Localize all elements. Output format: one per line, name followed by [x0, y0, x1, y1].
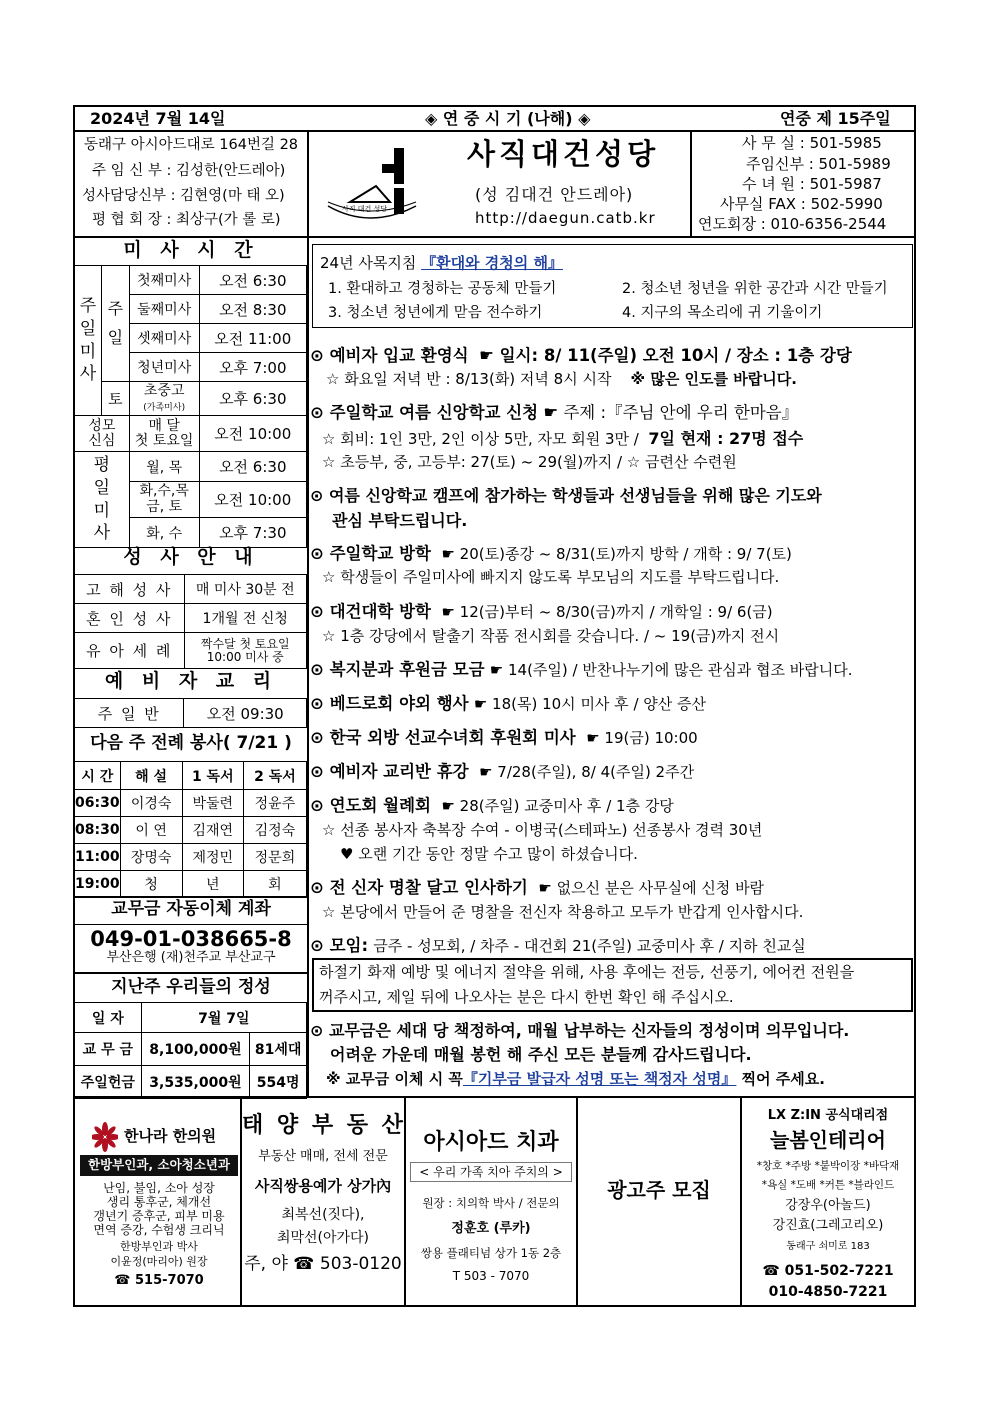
clinic-departments: 한방부인과, 소아청소년과: [88, 1157, 230, 1172]
class-time: 오전 09:30: [184, 699, 307, 728]
interior-name: 늘봄인테리어: [770, 1128, 886, 1152]
interior-address: 동래구 쇠미로 183: [786, 1241, 870, 1252]
divider: [73, 972, 308, 974]
sunday-mass-label: 주일미사: [75, 266, 102, 416]
interior-mobile: 010-4850-7221: [768, 1284, 888, 1300]
date-label: 일 자: [75, 1003, 142, 1033]
tithe-notice: ⊙ 교무금은 세대 당 책정하여, 매월 납부하는 신자들의 정성이며 의무입니다.: [310, 1021, 850, 1040]
mass-name: 월, 목: [129, 452, 199, 482]
realty-service: 부동산 매매, 전세 전문: [258, 1149, 388, 1164]
sacraments-table: [74, 574, 307, 669]
sacrament-info: 1개월 전 신청: [184, 604, 307, 633]
direction-item: 3. 청소년 청년에게 맏음 전수하기: [328, 305, 543, 321]
mass-times-title: 미 사 시 간: [123, 239, 259, 261]
table-row: 08:30 이 연 김재연 김정숙: [75, 817, 307, 844]
assistant-priest: 성사담당신부 : 김현영(마 태 오): [82, 188, 285, 204]
direction-item: 1. 환대하고 경청하는 공동체 만들기: [328, 281, 557, 297]
mass-time: 오전 11:00: [199, 324, 306, 353]
notice-name-tag: ⊙ 전 신자 명찰 달고 인사하기 ☛ 없으신 분은 사무실에 신청 바람: [310, 878, 765, 897]
notice-sub: ☆ 회비: 1인 3만, 2인 이상 5만, 자모 회원 3만 / 7일 현재 : 27명 접수: [322, 429, 804, 448]
pastoral-direction-title: 24년 사목지침 『환대와 경청의 해』: [320, 254, 563, 272]
notice-catechism-break: ⊙ 예비자 교리반 휴강 ☛ 7/28(주일), 8/ 4(주일) 2주간: [310, 762, 695, 781]
sunday-label: 주 일: [101, 266, 129, 382]
mass-time: 오전 6:30: [199, 266, 306, 295]
liturgical-season: ◈ 연 중 시 기 (나해) ◈: [425, 109, 591, 128]
catechumen-title: 예 비 자 교 리: [104, 670, 278, 692]
church-logo: [320, 142, 425, 227]
bulletin-date: 2024년 7월 14일: [90, 109, 226, 128]
mass-name: 초중고 (가족미사): [129, 382, 199, 416]
notice-daegun-college: ⊙ 대건대학 방학 ☛ 12(금)부터 ~ 8/30(금)까지 / 개학일 : 9/ 6(금): [310, 602, 773, 621]
divider: [73, 896, 308, 898]
mass-time: 오전 8:30: [199, 295, 306, 324]
clinic-doctor: 이윤정(마리아) 원장: [110, 1255, 208, 1268]
logo-text: 사직 대건 성당: [342, 205, 388, 213]
table-row: 11:00 장명숙 제정민 정문희: [75, 844, 307, 871]
account-bank: 부산은행 (재)천주교 부산교구: [106, 950, 276, 965]
phone-convent: 수 녀 원 : 501-5987: [742, 175, 882, 193]
column-divider: [307, 236, 309, 1096]
phone-fax: 사무실 FAX : 502-5990: [720, 195, 883, 213]
dental-slogan: < 우리 가족 치아 주치의 >: [419, 1165, 563, 1179]
interior-owner: 강진효(그레고리오): [772, 1218, 884, 1233]
mass-name: 셋째미사: [129, 324, 199, 353]
notice-mission-mass: ⊙ 한국 외방 선교수녀회 후원회 미사 ☛ 19(금) 10:00: [310, 728, 698, 747]
notice-sub: ♥ 오랜 기간 동안 정말 수고 많이 하셨습니다.: [340, 845, 638, 863]
notice-sub: ☆ 선종 봉사자 축복장 수여 - 이병국(스테파노) 선종봉사 경력 30년: [322, 821, 763, 839]
saturday-label: 토: [101, 382, 129, 416]
service-table: [74, 761, 307, 898]
direction-item: 2. 청소년 청년을 위한 공간과 시간 만들기: [622, 281, 888, 297]
notice-prayer-request-2: 관심 부탁드립니다.: [332, 511, 468, 530]
weekday-mass-label: 평일미사: [75, 452, 130, 548]
church-name: 사직대건성당: [467, 137, 660, 171]
clinic-phone: ☎ 515-7070: [114, 1273, 204, 1288]
notice-meetings: ⊙ 모임: 금주 - 성모회, / 차주 - 대건회 21(주일) 교중미사 후 / 지하 친교실: [310, 936, 806, 955]
church-website[interactable]: http://daegun.catb.kr: [475, 209, 656, 227]
account-number: 049-01-038665-8: [90, 927, 292, 951]
mass-name: 둘째미사: [129, 295, 199, 324]
interior-dealer: LX Z:IN 공식대리점: [767, 1108, 889, 1123]
phone-pastor: 주임신부 : 501-5989: [746, 155, 891, 173]
sacrament-info: 짝수달 첫 토요일 10:00 미사 중: [184, 633, 307, 669]
notice-sub: ☆ 학생들이 주일미사에 빠지지 않도록 부모님의 지도를 부탁드립니다.: [322, 568, 780, 586]
realty-phone: 주, 야 ☎ 503-0120: [244, 1254, 402, 1274]
mass-times-table: [74, 265, 307, 548]
tithe-thanks: 어려운 가운데 매월 봉헌 해 주신 모든 분들께 감사드립니다.: [330, 1045, 752, 1064]
phone-funeral: 연도회장 : 010-6356-2544: [698, 215, 887, 233]
marian-label: 성모 신심: [75, 416, 130, 452]
divider: [307, 130, 309, 236]
liturgical-week: 연중 제 15주일: [780, 109, 891, 128]
mass-name: 화, 수: [129, 518, 199, 548]
notice-sub: ☆ 1층 강당에서 탈출기 작품 전시회를 갖습니다. / ~ 19(금)까지 전시: [322, 627, 780, 645]
class-label: 주 일 반: [75, 699, 184, 728]
mass-time: 오후 6:30: [199, 382, 306, 416]
interior-services: *창호 *주방 *붙박이장 *바닥재: [756, 1160, 900, 1172]
divider: [73, 130, 916, 132]
dental-name: 아시아드 치과: [423, 1130, 559, 1155]
table-row: 06:30 이경숙 박둘련 정윤주: [75, 790, 307, 817]
notice-funeral-meeting: ⊙ 연도회 월례회 ☛ 28(주일) 교중미사 후 / 1층 강당: [310, 796, 674, 815]
tithe-transfer-note: ※ 교무금 이체 시 꼭『기부금 발급자 성명 또는 책정자 성명』 찍어 주세요.: [326, 1070, 825, 1088]
sacrament-info: 매 미사 30분 전: [184, 575, 307, 604]
table-row: 주일헌금 3,535,000원 554명: [75, 1066, 307, 1099]
interior-phone: ☎ 051-502-7221: [762, 1263, 894, 1279]
offering-date: 7월 7일: [141, 1003, 306, 1033]
dental-director-title: 원장 : 치의학 박사 / 전문의: [422, 1196, 560, 1210]
account-title: 교무금 자동이체 계좌: [111, 899, 271, 919]
notice-sunday-school-break: ⊙ 주일학교 방학 ☛ 20(토)종강 ~ 8/31(토)까지 방학 / 개학 : 9/ 7(토): [310, 544, 792, 563]
realty-agent: 최막선(아가다): [276, 1230, 370, 1246]
catechumen-table: [74, 698, 307, 728]
mass-time: 오후 7:00: [199, 353, 306, 382]
realty-location: 사직쌍용예가 상가內: [254, 1177, 392, 1195]
table-row: 19:00 청 년 회: [75, 871, 307, 898]
table-row: 교 무 금 8,100,000원 81세대: [75, 1033, 307, 1066]
divider: [576, 1096, 578, 1307]
col-header: 2 독서: [243, 762, 306, 790]
sacrament-name: 유 아 세 례: [75, 633, 185, 669]
interior-owner: 강장우(아놀드): [785, 1198, 871, 1213]
sacraments-title: 성 사 안 내: [123, 546, 259, 568]
dental-director: 정훈호 (루카): [451, 1221, 531, 1236]
offering-title: 지난주 우리들의 정성: [111, 977, 271, 997]
service-title: 다음 주 전례 봉사( 7/21 ): [90, 733, 292, 753]
flower-icon: [92, 1122, 118, 1152]
advertiser-recruit: 광고주 모집: [607, 1178, 711, 1202]
notice-catechumen-welcome: ⊙ 예비자 입교 환영식 ☛ 일시: 8/ 11(주일) 오전 10시 / 장소 : 1층 강당: [310, 346, 852, 365]
mass-name: 화,수,목 금, 토: [129, 482, 199, 518]
sacrament-name: 혼 인 성 사: [75, 604, 185, 633]
realty-name: 태 양 부 동 산: [242, 1113, 406, 1138]
clinic-service: 갱년기 증후군, 피부 미용: [93, 1209, 225, 1223]
col-header: 1 독서: [182, 762, 243, 790]
pastor-name: 주 임 신 부 : 김성한(안드레아): [92, 163, 286, 179]
notice-sub: ☆ 초등부, 중, 고등부: 27(토) ~ 29(월)까지 / ☆ 금련산 수련원: [322, 453, 737, 471]
sacrament-name: 고 해 성 사: [75, 575, 185, 604]
clinic-service: 생리 통후군, 체개선: [106, 1195, 212, 1209]
clinic-doctor-title: 한방부인과 박사: [120, 1240, 198, 1253]
notice-sub: ☆ 화요일 저녁 반 : 8/13(화) 저녁 8시 시작 ※ 많은 인도를 바랍니다.: [326, 370, 797, 388]
col-header: 해 설: [120, 762, 182, 790]
realty-agent: 최복선(짓다),: [281, 1207, 365, 1223]
mass-time: 오전 6:30: [199, 452, 306, 482]
phone-office: 사 무 실 : 501-5985: [742, 134, 882, 152]
notice-peter-society: ⊙ 베드로회 야외 행사 ☛ 18(목) 10시 미사 후 / 양산 증산: [310, 694, 706, 713]
patron-saint: (성 김대건 안드레아): [475, 185, 634, 204]
notice-welfare: ⊙ 복지분과 후원금 모금 ☛ 14(주일) / 반찬나누기에 많은 관심과 협조 바랍니다.: [310, 660, 853, 679]
energy-saving-line: 꺼주시고, 제일 뒤에 나오사는 분은 다시 한번 확인 해 주십시오.: [319, 988, 734, 1006]
interior-services: *욕실 *도배 *커튼 *블라인드: [761, 1179, 895, 1191]
mass-name: 첫째미사: [129, 266, 199, 295]
divider: [73, 1096, 916, 1098]
notice-sub: ☆ 본당에서 만들어 준 명찰을 전신자 착용하고 모두가 반갑게 인사합시다.: [322, 903, 804, 921]
energy-saving-line: 하절기 화재 예방 및 에너지 절약을 위해, 사용 후에는 전등, 선풍기, 에어컨 전원을: [319, 963, 855, 981]
mass-name: 청년미사: [129, 353, 199, 382]
church-address: 동래구 아시아드대로 164번길 28: [84, 137, 299, 153]
notice-summer-school: ⊙ 주일학교 여름 신앙학교 신청 ☛ 주제 :『주님 안에 우리 한마음』: [310, 403, 799, 422]
dental-location: 쌍용 플래티넘 상가 1동 2층: [420, 1246, 562, 1260]
clinic-name: 한나라 한의원: [124, 1127, 217, 1145]
mass-time: 오전 10:00: [199, 416, 306, 452]
mass-time: 오전 10:00: [199, 482, 306, 518]
col-header: 시 간: [75, 762, 121, 790]
clinic-service: 면역 증강, 수험생 크리닉: [93, 1223, 225, 1237]
notice-prayer-request: ⊙ 여름 신앙학교 캠프에 참가하는 학생들과 선생님들을 위해 많은 기도와: [310, 486, 822, 505]
mass-name: 매 달 첫 토요일: [129, 416, 199, 452]
dental-phone: T 503 - 7070: [452, 1269, 530, 1283]
clinic-service: 난임, 불임, 소아 성장: [103, 1181, 215, 1195]
divider: [73, 236, 916, 238]
mass-time: 오후 7:30: [199, 518, 306, 548]
direction-item: 4. 지구의 목소리에 귀 기울이기: [622, 305, 823, 321]
divider: [690, 130, 692, 236]
council-president: 평 협 회 장 : 최상구(가 롤 로): [92, 212, 281, 228]
divider: [73, 924, 308, 925]
offering-table: [74, 1002, 307, 1099]
